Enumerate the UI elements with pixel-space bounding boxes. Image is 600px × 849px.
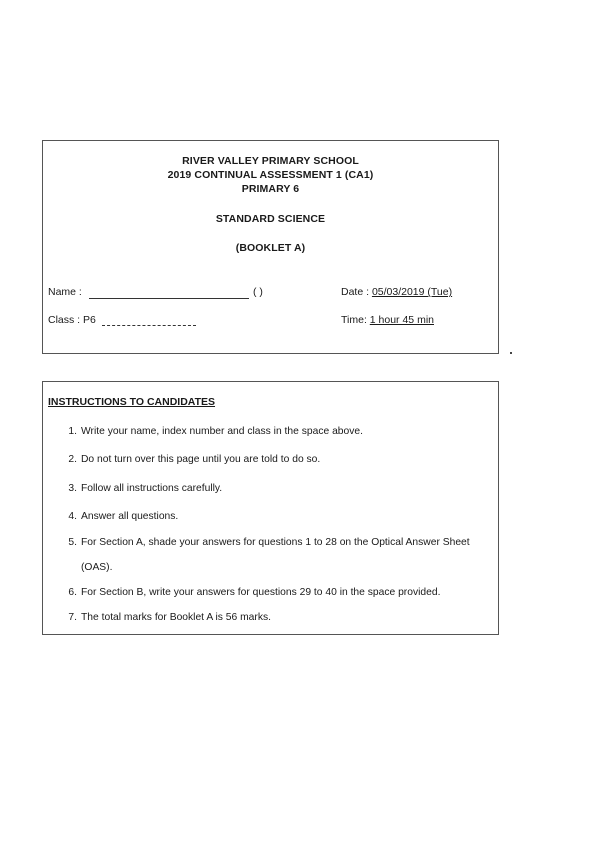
instruction-text: Do not turn over this page until you are told to do so. bbox=[81, 454, 321, 465]
cover-header-box bbox=[42, 140, 499, 354]
date-value: 05/03/2019 (Tue) bbox=[371, 286, 453, 298]
name-blank[interactable] bbox=[89, 298, 249, 299]
booklet-label: (BOOKLET A) bbox=[235, 242, 306, 254]
instruction-number: 5. bbox=[68, 537, 77, 548]
instruction-text: The total marks for Booklet A is 56 marks. bbox=[81, 612, 271, 623]
assessment-title: 2019 CONTINUAL ASSESSMENT 1 (CA1) bbox=[167, 169, 374, 181]
class-blank[interactable] bbox=[102, 325, 196, 326]
instruction-text: For Section B, write your answers for questions 29 to 40 in the space provided. bbox=[81, 587, 441, 598]
subject-title: STANDARD SCIENCE bbox=[215, 213, 326, 225]
name-label: Name : bbox=[48, 286, 82, 298]
instruction-text: Write your name, index number and class in the space above. bbox=[81, 426, 363, 437]
instruction-number: 2. bbox=[68, 454, 77, 465]
instruction-number: 3. bbox=[68, 483, 77, 494]
instruction-text: Answer all questions. bbox=[81, 511, 179, 522]
instruction-text: Follow all instructions carefully. bbox=[81, 483, 223, 494]
instruction-number: 7. bbox=[68, 612, 77, 623]
instruction-number: 1. bbox=[68, 426, 77, 437]
class-label: Class : P6 bbox=[48, 314, 96, 326]
instructions-heading: INSTRUCTIONS TO CANDIDATES bbox=[48, 396, 216, 408]
time-label: Time: bbox=[341, 314, 370, 326]
date-field bbox=[341, 286, 452, 298]
level-label: PRIMARY 6 bbox=[241, 183, 300, 195]
instruction-text: For Section A, shade your answers for questions 1 to 28 on the Optical Answer Sheet bbox=[81, 537, 470, 548]
date-label: Date : bbox=[341, 286, 372, 298]
time-value: 1 hour 45 min bbox=[369, 314, 434, 326]
instruction-number: 4. bbox=[68, 511, 77, 522]
instructions-box bbox=[42, 381, 499, 635]
scan-mark bbox=[510, 352, 512, 354]
instruction-text-continuation: (OAS). bbox=[81, 562, 113, 573]
index-number-brackets[interactable]: ( ) bbox=[253, 286, 263, 298]
time-field bbox=[341, 314, 434, 326]
instruction-number: 6. bbox=[68, 587, 77, 598]
school-name: RIVER VALLEY PRIMARY SCHOOL bbox=[182, 155, 359, 167]
